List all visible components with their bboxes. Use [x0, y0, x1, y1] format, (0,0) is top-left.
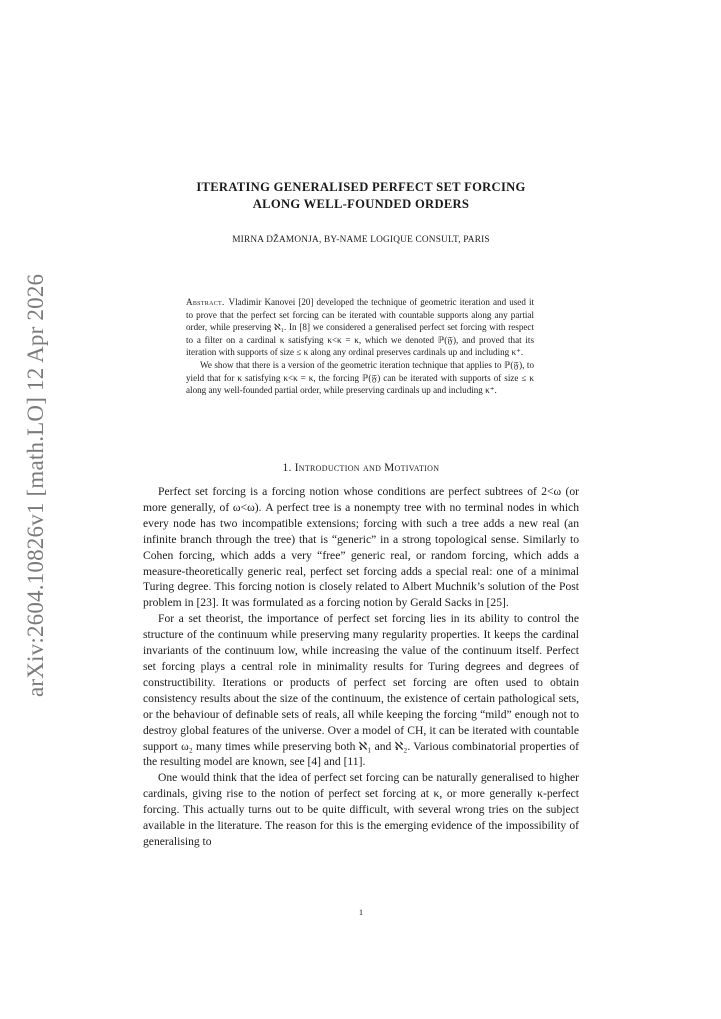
body-paragraph-1: Perfect set forcing is a forcing notion whose conditions are perfect subtrees of 2<ω (or more generally, of ω<ω). A perfect tree is a nonempty tree with no terminal nodes in which every node has two incompatible extensions; forcing with such a tree adds a new real (an infinite branch through the tree) that is “generic” in a strong topological sense. Similarly to Cohen forcing, which adds a very “free” generic real, or random forcing, which adds a measure-theoretically generic real, perfect set forcing adds a special real: one of a minimal Turing degree. This forcing notion is closely related to Albert Muchnik’s solution of the Post problem in [23]. It was formulated as a forcing notion by Gerald Sacks in [25].: [143, 485, 579, 610]
abstract: [186, 296, 534, 397]
page-number: 1: [358, 907, 364, 917]
body-text: [143, 484, 579, 850]
body-paragraph-2: For a set theorist, the importance of perfect set forcing lies in its ability to control the structure of the continuum while preserving many regularity properties. It keeps the cardinal invariants of the continuum low, while increasing the value of the continuum itself. Perfect set forcing plays a central role in minimality results for Turing degrees and degrees of constructibility. Iterations or products of perfect set forcing are often used to obtain consistency results about the size of the continuum, the existence of certain pathological sets, or the behaviour of definable sets of reals, all while keeping the forcing “mild” enough not to destroy global features of the universe. Over a model of CH, it can be iterated with countable support ω₂ many times while preserving both ℵ₁ and ℵ₂. Various combinatorial properties of the resulting model are known, see [4] and [11].: [143, 612, 579, 769]
paper-title: [143, 179, 579, 213]
abstract-text-1: Vladimir Kanovei [20] developed the technique of geometric iteration and used it to prove that the perfect set forcing can be iterated with countable supports along any partial order, while preserving ℵ₁. In [8] we considered a generalised perfect set forcing with respect to a filter on a cardinal κ satisfying κ<κ = κ, which we denoted ℙ(𝔉), and proved that its iteration with supports of size ≤ κ along any ordinal preserves cardinals up and including κ⁺.: [186, 297, 534, 358]
section-heading-introduction: 1. Introduction and Motivation: [282, 462, 440, 474]
title-line-2: ALONG WELL-FOUNDED ORDERS: [252, 197, 470, 211]
abstract-paragraph-1: [186, 296, 534, 359]
arxiv-identifier-stamp: arXiv:2604.10826v1 [math.LO] 12 Apr 2026: [23, 273, 48, 697]
abstract-label: Abstract.: [186, 297, 225, 307]
author-line: MIRNA DŽAMONJA, BY-NAME LOGIQUE CONSULT, PARIS: [232, 235, 490, 245]
abstract-paragraph-2: We show that there is a version of the geometric iteration technique that applies to ℙ(𝔉), to yield that for κ satisfying κ<κ = κ, the forcing ℙ(𝔉) can be iterated with supports of size ≤ κ along any well-founded partial order, while preserving cardinals up and including κ⁺.: [186, 359, 534, 396]
body-paragraph-3: One would think that the idea of perfect set forcing can be naturally generalised to higher cardinals, giving rise to the notion of perfect set forcing at κ, or more generally κ-perfect forcing. This actually turns out to be quite difficult, with several wrong tries on the subject available in the literature. The reason for this is the emerging evidence of the impossibility of generalising to: [143, 771, 579, 848]
title-line-1: ITERATING GENERALISED PERFECT SET FORCING: [196, 180, 526, 194]
